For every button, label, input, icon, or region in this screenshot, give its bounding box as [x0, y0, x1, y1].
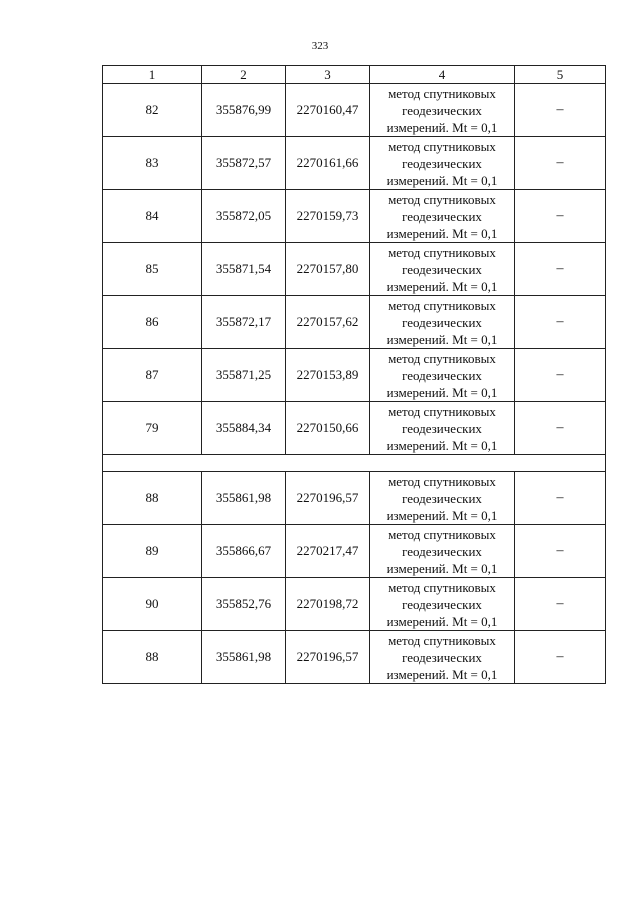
- group-separator-cell: [103, 455, 606, 472]
- x-coordinate-cell: 355871,54: [202, 243, 286, 296]
- method-line: метод спутниковых: [388, 403, 496, 419]
- method-line: геодезических: [402, 102, 482, 118]
- table-row: [103, 402, 606, 455]
- method-line: измерений. Mt = 0,1: [386, 384, 498, 400]
- point-number-cell: 89: [103, 525, 202, 578]
- point-number-cell: 84: [103, 190, 202, 243]
- note-cell: –: [515, 525, 606, 578]
- coordinates-table: [102, 65, 606, 684]
- x-coordinate-cell: 355861,98: [202, 631, 286, 684]
- column-header-4: 4: [370, 66, 515, 84]
- table-row: [103, 578, 606, 631]
- method-line: геодезических: [402, 596, 482, 612]
- method-cell: [370, 578, 515, 631]
- method-cell: [370, 472, 515, 525]
- note-cell: –: [515, 349, 606, 402]
- point-number-cell: 82: [103, 84, 202, 137]
- point-number-cell: 90: [103, 578, 202, 631]
- method-line: геодезических: [402, 314, 482, 330]
- column-header-1: 1: [103, 66, 202, 84]
- method-cell: [370, 349, 515, 402]
- table-row: [103, 190, 606, 243]
- x-coordinate-cell: 355861,98: [202, 472, 286, 525]
- method-cell: [370, 84, 515, 137]
- x-coordinate-cell: 355871,25: [202, 349, 286, 402]
- column-header-2: 2: [202, 66, 286, 84]
- x-coordinate-cell: 355872,17: [202, 296, 286, 349]
- group-separator-row: [103, 455, 606, 472]
- table-row: [103, 525, 606, 578]
- method-cell: [370, 137, 515, 190]
- y-coordinate-cell: 2270150,66: [286, 402, 370, 455]
- table-row: [103, 631, 606, 684]
- y-coordinate-cell: 2270159,73: [286, 190, 370, 243]
- method-line: метод спутниковых: [388, 350, 496, 366]
- y-coordinate-cell: 2270161,66: [286, 137, 370, 190]
- point-number-cell: 88: [103, 472, 202, 525]
- method-line: геодезических: [402, 543, 482, 559]
- method-line: метод спутниковых: [388, 473, 496, 489]
- method-line: геодезических: [402, 208, 482, 224]
- table-row: [103, 349, 606, 402]
- column-header-3: 3: [286, 66, 370, 84]
- method-line: измерений. Mt = 0,1: [386, 560, 498, 576]
- method-line: измерений. Mt = 0,1: [386, 331, 498, 347]
- method-line: измерений. Mt = 0,1: [386, 666, 498, 682]
- table-header-row: [103, 66, 606, 84]
- method-line: измерений. Mt = 0,1: [386, 172, 498, 188]
- method-line: метод спутниковых: [388, 632, 496, 648]
- method-line: геодезических: [402, 261, 482, 277]
- page-number: 323: [311, 40, 329, 52]
- note-cell: –: [515, 578, 606, 631]
- method-line: метод спутниковых: [388, 85, 496, 101]
- method-line: измерений. Mt = 0,1: [386, 507, 498, 523]
- note-cell: –: [515, 472, 606, 525]
- y-coordinate-cell: 2270196,57: [286, 631, 370, 684]
- y-coordinate-cell: 2270153,89: [286, 349, 370, 402]
- point-number-cell: 86: [103, 296, 202, 349]
- note-cell: –: [515, 84, 606, 137]
- x-coordinate-cell: 355876,99: [202, 84, 286, 137]
- method-line: измерений. Mt = 0,1: [386, 613, 498, 629]
- note-cell: –: [515, 631, 606, 684]
- x-coordinate-cell: 355872,05: [202, 190, 286, 243]
- method-line: геодезических: [402, 420, 482, 436]
- method-line: геодезических: [402, 649, 482, 665]
- column-header-5: 5: [515, 66, 606, 84]
- table-body: [103, 84, 606, 684]
- y-coordinate-cell: 2270157,62: [286, 296, 370, 349]
- method-line: измерений. Mt = 0,1: [386, 119, 498, 135]
- method-line: измерений. Mt = 0,1: [386, 278, 498, 294]
- point-number-cell: 85: [103, 243, 202, 296]
- x-coordinate-cell: 355872,57: [202, 137, 286, 190]
- method-line: метод спутниковых: [388, 191, 496, 207]
- method-line: метод спутниковых: [388, 297, 496, 313]
- method-line: геодезических: [402, 367, 482, 383]
- y-coordinate-cell: 2270198,72: [286, 578, 370, 631]
- table-row: [103, 472, 606, 525]
- note-cell: –: [515, 402, 606, 455]
- y-coordinate-cell: 2270160,47: [286, 84, 370, 137]
- note-cell: –: [515, 137, 606, 190]
- method-line: геодезических: [402, 490, 482, 506]
- method-cell: [370, 402, 515, 455]
- method-line: измерений. Mt = 0,1: [386, 225, 498, 241]
- method-cell: [370, 190, 515, 243]
- x-coordinate-cell: 355866,67: [202, 525, 286, 578]
- x-coordinate-cell: 355884,34: [202, 402, 286, 455]
- point-number-cell: 88: [103, 631, 202, 684]
- method-cell: [370, 631, 515, 684]
- point-number-cell: 79: [103, 402, 202, 455]
- table-row: [103, 137, 606, 190]
- method-cell: [370, 525, 515, 578]
- method-line: измерений. Mt = 0,1: [386, 437, 498, 453]
- method-cell: [370, 296, 515, 349]
- method-cell: [370, 243, 515, 296]
- table-row: [103, 243, 606, 296]
- point-number-cell: 87: [103, 349, 202, 402]
- note-cell: –: [515, 243, 606, 296]
- note-cell: –: [515, 296, 606, 349]
- y-coordinate-cell: 2270217,47: [286, 525, 370, 578]
- note-cell: –: [515, 190, 606, 243]
- method-line: геодезических: [402, 155, 482, 171]
- x-coordinate-cell: 355852,76: [202, 578, 286, 631]
- y-coordinate-cell: 2270157,80: [286, 243, 370, 296]
- method-line: метод спутниковых: [388, 579, 496, 595]
- table-row: [103, 84, 606, 137]
- method-line: метод спутниковых: [388, 244, 496, 260]
- point-number-cell: 83: [103, 137, 202, 190]
- method-line: метод спутниковых: [388, 138, 496, 154]
- method-line: метод спутниковых: [388, 526, 496, 542]
- table-row: [103, 296, 606, 349]
- y-coordinate-cell: 2270196,57: [286, 472, 370, 525]
